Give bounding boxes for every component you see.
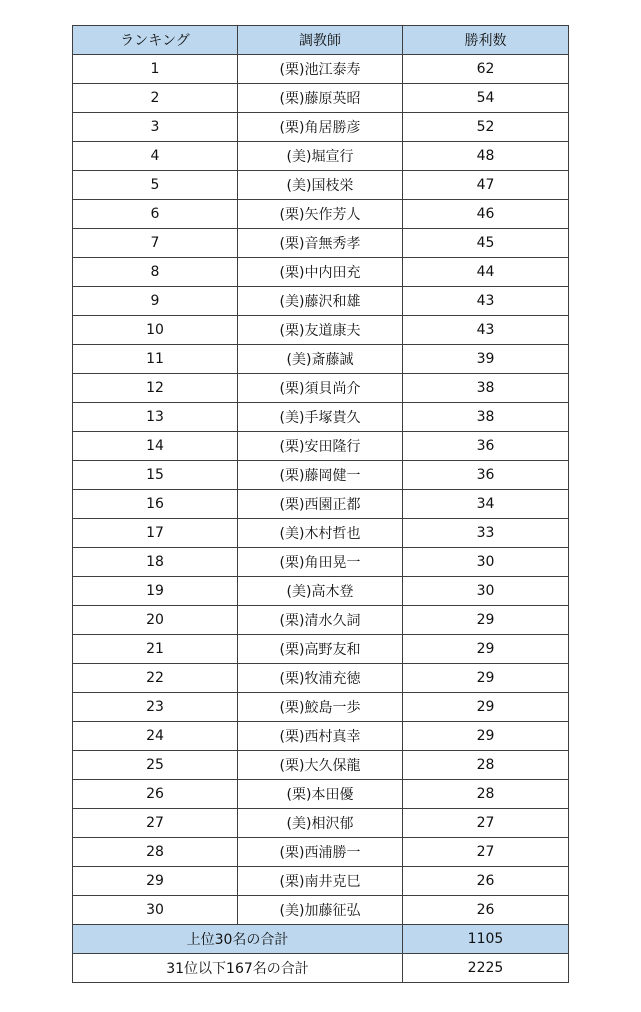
- trainer-cell: (栗)藤岡健一: [238, 461, 403, 490]
- trainer-cell: (栗)中内田充: [238, 258, 403, 287]
- rank-cell: 6: [73, 200, 238, 229]
- wins-cell: 48: [403, 142, 569, 171]
- rank-cell: 9: [73, 287, 238, 316]
- rank-cell: 10: [73, 316, 238, 345]
- table-row: [73, 519, 569, 548]
- wins-cell: 27: [403, 838, 569, 867]
- wins-cell: 34: [403, 490, 569, 519]
- header-wins: 勝利数: [403, 26, 569, 55]
- table-body: [73, 55, 569, 925]
- wins-cell: 36: [403, 461, 569, 490]
- rank-cell: 4: [73, 142, 238, 171]
- table-row: [73, 896, 569, 925]
- trainer-cell: (栗)安田隆行: [238, 432, 403, 461]
- table-row: [73, 577, 569, 606]
- trainer-cell: (美)木村哲也: [238, 519, 403, 548]
- table-row: [73, 693, 569, 722]
- trainer-cell: (栗)矢作芳人: [238, 200, 403, 229]
- wins-cell: 38: [403, 403, 569, 432]
- trainer-cell: (栗)西園正都: [238, 490, 403, 519]
- total-label-rest: 31位以下167名の合計: [73, 954, 403, 983]
- rank-cell: 2: [73, 84, 238, 113]
- wins-cell: 46: [403, 200, 569, 229]
- rank-cell: 14: [73, 432, 238, 461]
- trainer-cell: (美)加藤征弘: [238, 896, 403, 925]
- wins-cell: 44: [403, 258, 569, 287]
- table-row: [73, 722, 569, 751]
- trainer-cell: (栗)音無秀孝: [238, 229, 403, 258]
- table-row: [73, 606, 569, 635]
- trainer-cell: (栗)西村真幸: [238, 722, 403, 751]
- rank-cell: 1: [73, 55, 238, 84]
- rank-cell: 16: [73, 490, 238, 519]
- rank-cell: 18: [73, 548, 238, 577]
- trainer-cell: (栗)池江泰寿: [238, 55, 403, 84]
- trainer-cell: (栗)須貝尚介: [238, 374, 403, 403]
- table-row: [73, 867, 569, 896]
- rank-cell: 7: [73, 229, 238, 258]
- trainer-cell: (栗)牧浦充徳: [238, 664, 403, 693]
- rank-cell: 29: [73, 867, 238, 896]
- trainer-cell: (栗)角田晃一: [238, 548, 403, 577]
- rank-cell: 8: [73, 258, 238, 287]
- wins-cell: 26: [403, 896, 569, 925]
- rank-cell: 11: [73, 345, 238, 374]
- rank-cell: 3: [73, 113, 238, 142]
- table-row: [73, 838, 569, 867]
- wins-cell: 26: [403, 867, 569, 896]
- table-row: [73, 316, 569, 345]
- table-row: [73, 809, 569, 838]
- rank-cell: 27: [73, 809, 238, 838]
- wins-cell: 27: [403, 809, 569, 838]
- rank-cell: 19: [73, 577, 238, 606]
- table-row: [73, 229, 569, 258]
- wins-cell: 43: [403, 316, 569, 345]
- trainer-cell: (栗)南井克巳: [238, 867, 403, 896]
- wins-cell: 45: [403, 229, 569, 258]
- rank-cell: 28: [73, 838, 238, 867]
- rank-cell: 5: [73, 171, 238, 200]
- wins-cell: 33: [403, 519, 569, 548]
- table-row: [73, 374, 569, 403]
- table-row: [73, 751, 569, 780]
- total-value-rest: 2225: [403, 954, 569, 983]
- table-row: [73, 55, 569, 84]
- trainer-cell: (美)堀宣行: [238, 142, 403, 171]
- trainer-cell: (美)藤沢和雄: [238, 287, 403, 316]
- table-row: [73, 142, 569, 171]
- trainer-cell: (栗)高野友和: [238, 635, 403, 664]
- total-row-top30: [73, 925, 569, 954]
- rank-cell: 20: [73, 606, 238, 635]
- trainer-cell: (栗)藤原英昭: [238, 84, 403, 113]
- trainer-cell: (栗)清水久詞: [238, 606, 403, 635]
- table-header: [73, 26, 569, 55]
- rank-cell: 30: [73, 896, 238, 925]
- table-row: [73, 113, 569, 142]
- table-row: [73, 287, 569, 316]
- wins-cell: 52: [403, 113, 569, 142]
- table-totals: [73, 925, 569, 983]
- wins-cell: 47: [403, 171, 569, 200]
- wins-cell: 28: [403, 751, 569, 780]
- trainer-ranking-table: [72, 25, 569, 983]
- trainer-cell: (栗)大久保龍: [238, 751, 403, 780]
- rank-cell: 26: [73, 780, 238, 809]
- rank-cell: 21: [73, 635, 238, 664]
- wins-cell: 29: [403, 664, 569, 693]
- wins-cell: 38: [403, 374, 569, 403]
- table-row: [73, 432, 569, 461]
- rank-cell: 12: [73, 374, 238, 403]
- wins-cell: 29: [403, 722, 569, 751]
- table-row: [73, 171, 569, 200]
- trainer-cell: (美)高木登: [238, 577, 403, 606]
- trainer-cell: (栗)西浦勝一: [238, 838, 403, 867]
- wins-cell: 62: [403, 55, 569, 84]
- total-label-top30: 上位30名の合計: [73, 925, 403, 954]
- header-row: [73, 26, 569, 55]
- wins-cell: 54: [403, 84, 569, 113]
- header-rank: ランキング: [73, 26, 238, 55]
- header-trainer: 調教師: [238, 26, 403, 55]
- table-row: [73, 84, 569, 113]
- table-row: [73, 200, 569, 229]
- table-row: [73, 780, 569, 809]
- wins-cell: 36: [403, 432, 569, 461]
- trainer-cell: (栗)角居勝彦: [238, 113, 403, 142]
- wins-cell: 43: [403, 287, 569, 316]
- table-row: [73, 258, 569, 287]
- table-row: [73, 548, 569, 577]
- table-row: [73, 490, 569, 519]
- wins-cell: 29: [403, 693, 569, 722]
- total-row-rest: [73, 954, 569, 983]
- trainer-cell: (栗)鮫島一歩: [238, 693, 403, 722]
- table-row: [73, 403, 569, 432]
- trainer-cell: (美)国枝栄: [238, 171, 403, 200]
- rank-cell: 23: [73, 693, 238, 722]
- rank-cell: 13: [73, 403, 238, 432]
- rank-cell: 22: [73, 664, 238, 693]
- trainer-cell: (栗)本田優: [238, 780, 403, 809]
- trainer-cell: (美)相沢郁: [238, 809, 403, 838]
- wins-cell: 30: [403, 548, 569, 577]
- trainer-cell: (美)手塚貴久: [238, 403, 403, 432]
- trainer-cell: (美)斎藤誠: [238, 345, 403, 374]
- rank-cell: 25: [73, 751, 238, 780]
- total-value-top30: 1105: [403, 925, 569, 954]
- rank-cell: 15: [73, 461, 238, 490]
- rank-cell: 24: [73, 722, 238, 751]
- table-row: [73, 664, 569, 693]
- wins-cell: 29: [403, 606, 569, 635]
- trainer-cell: (栗)友道康夫: [238, 316, 403, 345]
- wins-cell: 28: [403, 780, 569, 809]
- wins-cell: 30: [403, 577, 569, 606]
- rank-cell: 17: [73, 519, 238, 548]
- table-row: [73, 345, 569, 374]
- table-row: [73, 635, 569, 664]
- wins-cell: 39: [403, 345, 569, 374]
- wins-cell: 29: [403, 635, 569, 664]
- table-row: [73, 461, 569, 490]
